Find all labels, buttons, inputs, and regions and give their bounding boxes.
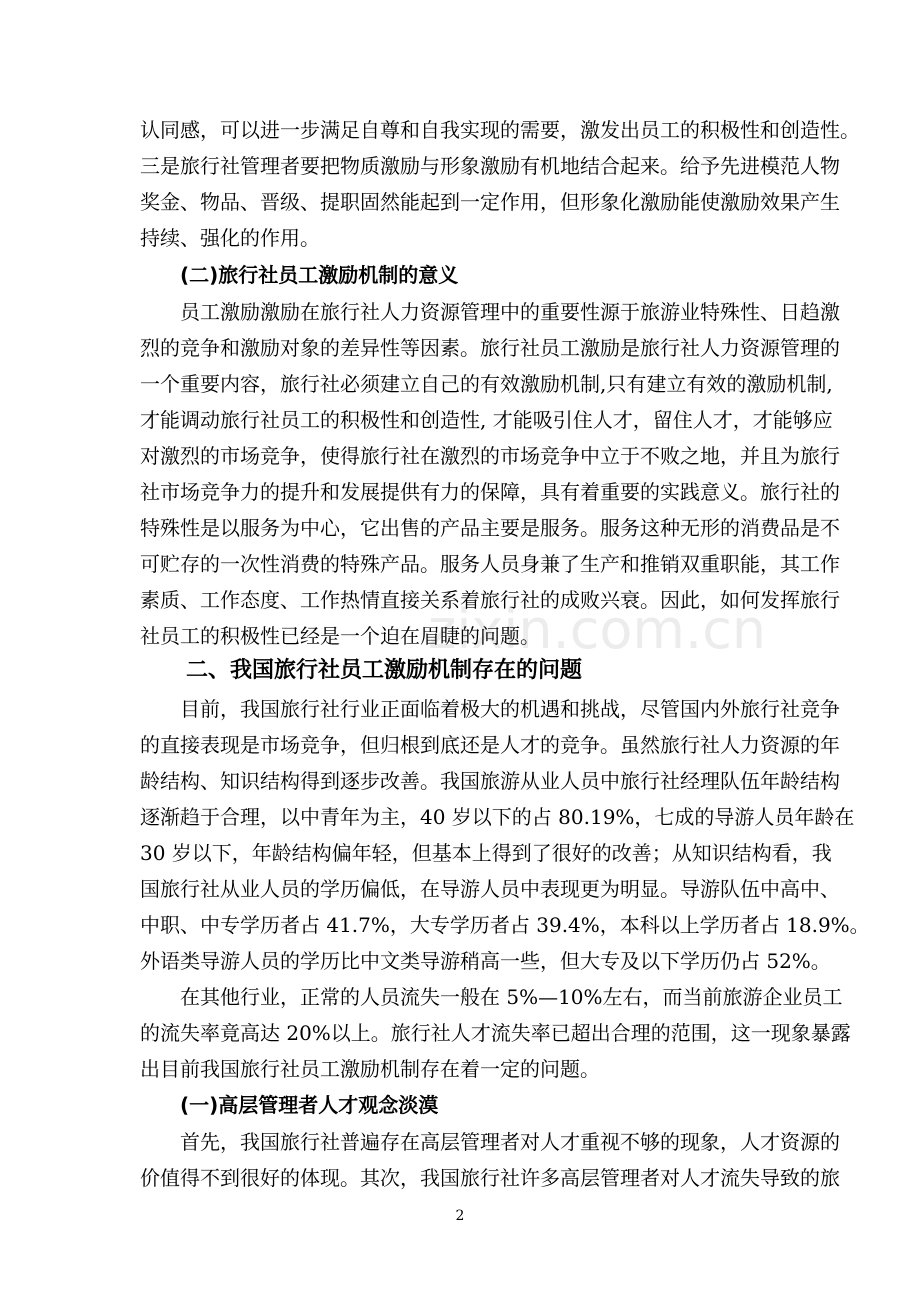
body-text-line: 社市场竞争力的提升和发展提供有力的保障，具有着重要的实践意义。旅行社的	[140, 480, 840, 504]
body-text-line: 在其他行业，正常的人员流失一般在 5%—10%左右，而当前旅游企业员工	[180, 985, 843, 1009]
body-text-line: 员工激励激励在旅行社人力资源管理中的重要性源于旅游业特殊性、日趋激	[180, 300, 840, 324]
body-text-line: 目前，我国旅行社行业正面临着极大的机遇和挑战，尽管国内外旅行社竞争	[180, 697, 840, 721]
page-number: 2	[455, 1208, 465, 1224]
body-text-line: 可贮存的一次性消费的特殊产品。服务人员身兼了生产和推销双重职能，其工作	[140, 552, 840, 576]
body-text-line: 出目前我国旅行社员工激励机制存在着一定的问题。	[140, 1057, 600, 1081]
body-text-line: 的流失率竟高达 20%以上。旅行社人才流失率已超出合理的范围，这一现象暴露	[140, 1021, 851, 1045]
body-text-line: 一个重要内容，旅行社必须建立自己的有效激励机制,只有建立有效的激励机制,	[140, 372, 833, 396]
body-text-line: 龄结构、知识结构得到逐步改善。我国旅游从业人员中旅行社经理队伍年龄结构	[140, 769, 840, 793]
body-text-line: 持续、强化的作用。	[140, 226, 320, 250]
body-text-line: 才能调动旅行社员工的积极性和创造性, 才能吸引住人才，留住人才，才能够应	[140, 408, 833, 432]
body-text-line: 对激烈的市场竞争，使得旅行社在激烈的市场竞争中立于不败之地，并且为旅行	[140, 444, 840, 468]
body-text-line: 中职、中专学历者占 41.7%，大专学历者占 39.4%，本科以上学历者占 18.9%。	[140, 913, 870, 937]
body-text-line: 三是旅行社管理者要把物质激励与形象激励有机地结合起来。给予先进模范人物	[140, 154, 840, 178]
body-text-line: 首先，我国旅行社普遍存在高层管理者对人才重视不够的现象，人才资源的	[180, 1130, 840, 1154]
body-text-line: 价值得不到很好的体现。其次，我国旅行社许多高层管理者对人才流失导致的旅	[140, 1166, 840, 1190]
subheading-management: (一)高层管理者人才观念淡漠	[180, 1093, 439, 1117]
body-text-line: 奖金、物品、晋级、提职固然能起到一定作用，但形象化激励能使激励效果产生	[140, 190, 840, 214]
body-text-line: 认同感，可以进一步满足自尊和自我实现的需要，激发出员工的积极性和创造性。	[140, 118, 860, 142]
body-text-line: 30 岁以下，年龄结构偏年轻，但基本上得到了很好的改善；从知识结构看，我	[140, 841, 832, 865]
body-text-line: 社员工的积极性已经是一个迫在眉睫的问题。	[140, 624, 540, 648]
body-text-line: 特殊性是以服务为中心，它出售的产品主要是服务。服务这种无形的消费品是不	[140, 516, 840, 540]
watermark: zixin.com.cn	[428, 598, 767, 661]
body-text-line: 逐渐趋于合理，以中青年为主，40 岁以下的占 80.19%，七成的导游人员年龄在	[140, 805, 855, 829]
body-text-line: 国旅行社从业人员的学历偏低，在导游人员中表现更为明显。导游队伍中高中、	[140, 877, 840, 901]
body-text-line: 烈的竞争和激励对象的差异性等因素。旅行社员工激励是旅行社人力资源管理的	[140, 336, 840, 360]
section-title: 二、我国旅行社员工激励机制存在的问题	[186, 658, 583, 683]
body-text-line: 素质、工作态度、工作热情直接关系着旅行社的成败兴衰。因此，如何发挥旅行	[140, 588, 840, 612]
body-text-line: 的直接表现是市场竞争，但归根到底还是人才的竞争。虽然旅行社人力资源的年	[140, 733, 840, 757]
subheading-significance: (二)旅行社员工激励机制的意义	[180, 263, 459, 287]
body-text-line: 外语类导游人员的学历比中文类导游稍高一些，但大专及以下学历仍占 52%。	[140, 949, 831, 973]
